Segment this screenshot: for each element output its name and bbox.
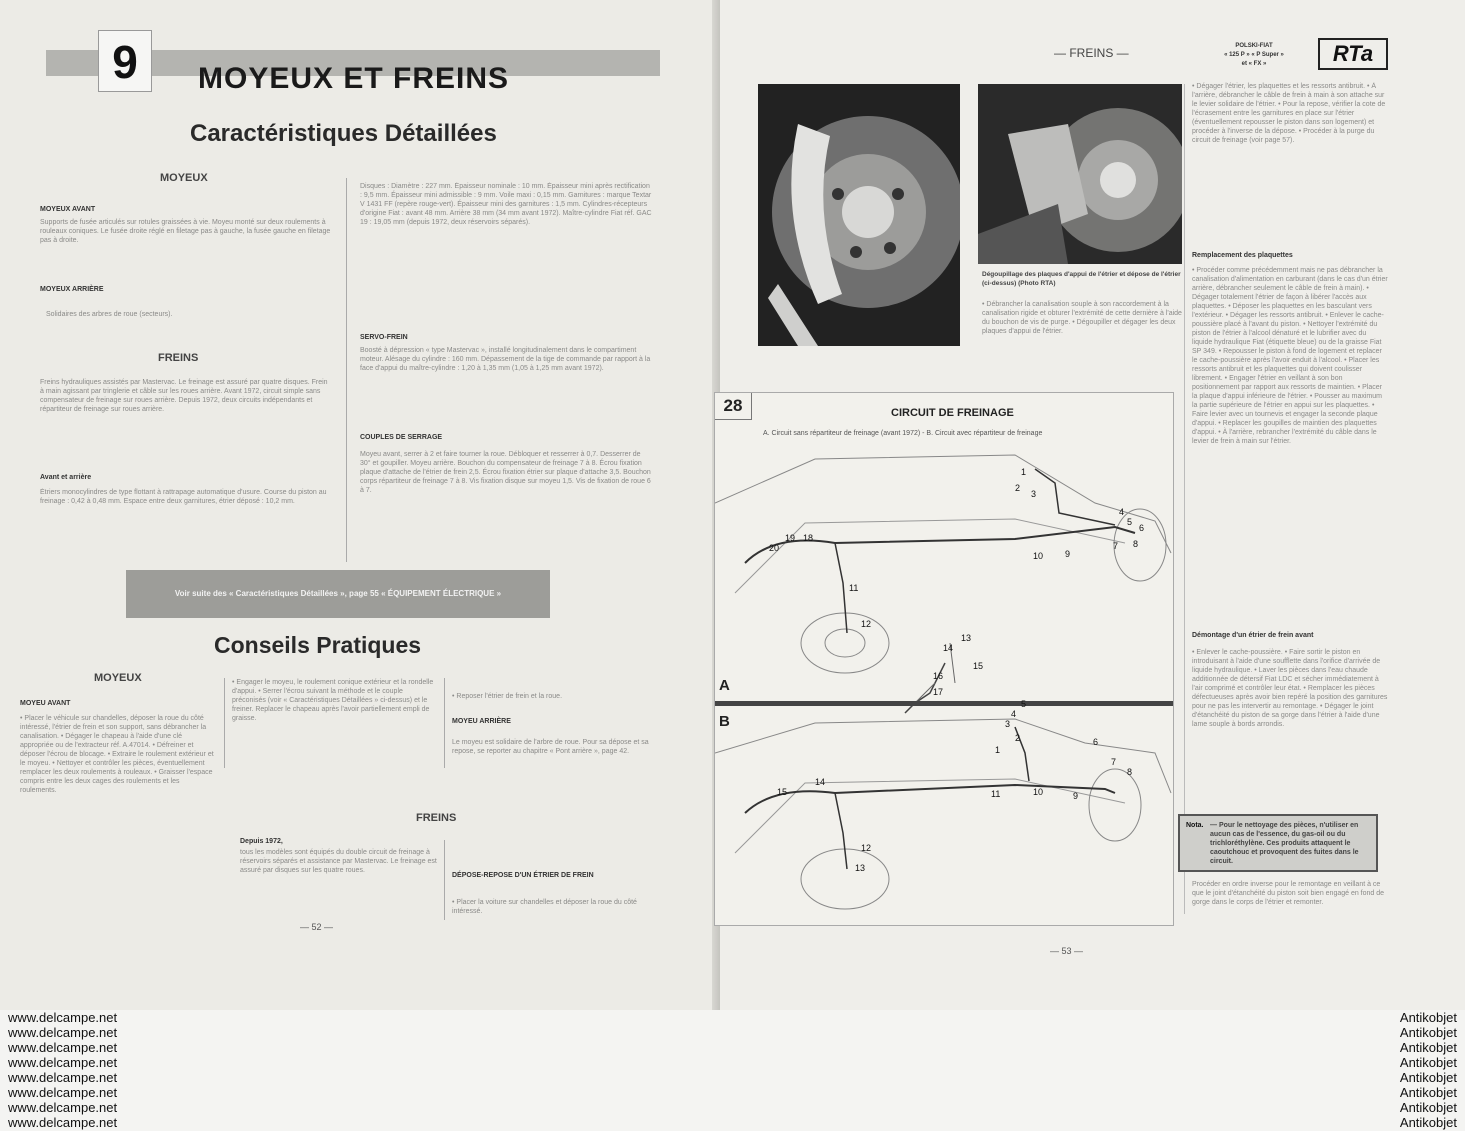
model-line-2: « 125 P » « P Super »: [1224, 52, 1284, 58]
figure-caption: A. Circuit sans répartiteur de freinage (avant 1972) - B. Circuit avec répartiteur de freinage: [763, 430, 1043, 437]
callout-b-12: 12: [861, 843, 872, 853]
running-head: — FREINS —: [1054, 46, 1129, 60]
callout-b-10: 10: [1033, 787, 1044, 797]
callout-a-16: 16: [933, 671, 944, 681]
disques-text: Disques : Diamètre : 227 mm. Épaisseur nominale : 10 mm. Épaisseur mini après rectification : 9,5 mm. Épaisseur mini admissible : 9 mm. Voile maxi : 0,15 mm. Garnitures : marque Textar V 1431 FF (repère rouge-vert). Épaisseur mini des garnitures : 1,5 mm. Cylindres-récepteurs d'origine Fiat : avant 48 mm. Arrière 38 mm (34 mm avant 1972). Maître-cylindre Fiat réf. GAC 19 : 19,05 mm (depuis 1972, deux réservoirs séparés).: [360, 183, 652, 226]
column-divider-3: [444, 678, 445, 768]
couples-label: COUPLES DE SERRAGE: [360, 434, 443, 441]
footer-left-6: www.delcampe.net: [8, 1085, 118, 1100]
depose-text: • Placer la voiture sur chandelles et déposer la roue du côté intéressé.: [452, 899, 637, 915]
callout-b-4: 4: [1011, 709, 1017, 719]
right-column-text-1: • Dégager l'étrier, les plaquettes et les ressorts antibruit. • À l'arrière, débrancher le câble de frein à main à son attache sur le levier solidaire de l'étrier. • Pour la repose, vérifier la cote de l'écrasement entre les garnitures en place sur l'étrier (éventuellement repousser le piston dans son logement) et procéder à l'inverse de la dépose. • Procéder à la purge du circuit de freinage (voir page 57).: [1192, 83, 1386, 144]
moyeu-remontage-text: • Engager le moyeu, le roulement conique extérieur et la rondelle d'appui. • Serrer l'écrou suivant la méthode et le couple préconisés (voir « Caractéristiques Détaillées » ci-dessus) et le freiner. Replacer le chapeau après l'avoir partiellement empli de graisse.: [232, 679, 434, 722]
footer-left-5: www.delcampe.net: [8, 1070, 118, 1085]
depose-label: DÉPOSE-REPOSE D'UN ÉTRIER DE FREIN: [452, 872, 594, 879]
footer-left-7: www.delcampe.net: [8, 1100, 118, 1115]
callout-a-15: 15: [973, 661, 984, 671]
rta-logo: RTa: [1318, 38, 1388, 70]
brake-circuit-figure: [714, 392, 1174, 926]
callout-a-19: 19: [785, 533, 796, 543]
moyeux-avant-label: MOYEUX AVANT: [40, 206, 96, 213]
callout-a-1: 1: [1021, 467, 1027, 477]
callout-a-14: 14: [943, 643, 954, 653]
freins-heading-2: FREINS: [416, 812, 457, 824]
callout-b-5: 5: [1021, 699, 1027, 709]
servo-frein-label: SERVO-FREIN: [360, 334, 408, 341]
note-text: — Pour le nettoyage des pièces, n'utiliser en aucun cas de l'essence, du gas-oil ou du trichloréthylène. Ces produits attaquent le caoutchouc et provoquent des fuites dans le circuit.: [1210, 822, 1359, 865]
footer-right-8: Antikobjet: [1399, 1115, 1457, 1130]
note-label: Nota.: [1186, 822, 1204, 829]
right-page-number: — 53 —: [1050, 946, 1084, 956]
footer-left-2: www.delcampe.net: [8, 1025, 118, 1040]
footer-left-4: www.delcampe.net: [8, 1055, 118, 1070]
footer-right-4: Antikobjet: [1399, 1055, 1457, 1070]
brake-photo-2: [978, 84, 1182, 264]
callout-b-11: 11: [991, 789, 1001, 799]
moyeu-arriere-label: MOYEU ARRIÈRE: [452, 718, 511, 725]
column-divider: [346, 178, 347, 562]
note-box: [1178, 814, 1378, 872]
panel-a-label: A: [719, 677, 730, 694]
callout-a-2: 2: [1015, 483, 1021, 493]
callout-b-8: 8: [1127, 767, 1133, 777]
footer-left-8: www.delcampe.net: [8, 1115, 118, 1130]
callout-a-18: 18: [803, 533, 814, 543]
callout-b-6: 6: [1093, 737, 1099, 747]
footer-right-3: Antikobjet: [1399, 1040, 1457, 1055]
reposer-text: • Reposer l'étrier de frein et la roue.: [452, 693, 563, 700]
footer-right-1: Antikobjet: [1399, 1010, 1457, 1025]
footer-left-1: www.delcampe.net: [8, 1010, 118, 1025]
final-text: Procéder en ordre inverse pour le remontage en veillant à ce que le joint d'étanchéité du piston soit bien engagé en fond de gorge dans le corps de l'étrier et remonter.: [1192, 881, 1385, 906]
column-divider-4: [444, 840, 445, 920]
demontage-text: • Enlever le cache-poussière. • Faire sortir le piston en introduisant à l'aide d'une soufflette dans l'orifice d'arrivée de liquide hydraulique. • Laver les pièces dans l'eau chaude additionnée de détersif Fiat LDC et sécher immédiatement à l'air comprimé et contrôler leur état. • Remplacer les pièces défectueuses après avoir bien repéré la position des garnitures pour ne pas les intervertir au remontage. • Dégager le joint d'étanchéité du piston de sa gorge dans l'étrier à l'aide d'une lame souple à bords arrondis.: [1192, 649, 1388, 728]
callout-a-17: 17: [933, 687, 944, 697]
figure-title: CIRCUIT DE FREINAGE: [891, 407, 1014, 419]
servo-frein-text: Boosté à dépression « type Mastervac », installé longitudinalement dans le compartiment moteur. Alésage du cylindre : 160 mm. Dépassement de la tige de commande par rapport à la face d'appui du maître-cylindre : 1,20 à 1,35 mm (1,05 à 1,25 mm avant 1972).: [360, 347, 651, 372]
footer-right-5: Antikobjet: [1399, 1070, 1457, 1085]
callout-b-9: 9: [1073, 791, 1079, 801]
footer-right-2: Antikobjet: [1399, 1025, 1457, 1040]
callout-a-10: 10: [1033, 551, 1044, 561]
panel-b-label: B: [719, 713, 730, 730]
callout-a-5: 5: [1127, 517, 1133, 527]
callout-a-3: 3: [1031, 489, 1037, 499]
moyeux-avant-text: Supports de fusée articulés sur rotules graissées à vie. Moyeu monté sur deux roulements à rouleaux coniques. Le fusée droite réglé en filetage pas à gauche, la fusée gauche en filetage pas à droite.: [40, 219, 331, 244]
freins-heading: FREINS: [158, 352, 199, 364]
right-column-divider: [1184, 84, 1185, 914]
characteristics-title: Caractéristiques Détaillées: [190, 120, 497, 147]
section-number: 9: [98, 30, 152, 92]
moyeux-arriere-label: MOYEUX ARRIÈRE: [40, 286, 104, 293]
callout-b-7: 7: [1111, 757, 1117, 767]
footer-left-3: www.delcampe.net: [8, 1040, 118, 1055]
callout-b-3: 3: [1005, 719, 1011, 729]
moyeu-avant-text: • Placer le véhicule sur chandelles, déposer la roue du côté intéressé, l'étrier de frein et son support, sans débrancher la canalisation. • Dégager le chapeau à l'aide d'une clé appropriée ou de l'extracteur réf. A.47014. • Défreiner et déposer l'écrou de blocage. • Extraire le roulement extérieur et le moyeu. • Nettoyer et contrôler les pièces, éventuellement remplacer les deux roulements à rouleaux. • Graisser l'espace compris entre les deux cages des roulements et les roulements.: [20, 715, 214, 794]
avant-arriere-text: Étriers monocylindres de type flottant à rattrapage automatique d'usure. Course du piston au freinage : 0,42 à 0,48 mm. Espace entre deux garnitures, étrier déposé : 10,2 mm.: [40, 489, 327, 505]
callout-b-15: 15: [777, 787, 788, 797]
demontage-label: Démontage d'un étrier de frein avant: [1192, 632, 1314, 639]
callout-a-12: 12: [861, 619, 872, 629]
callout-a-6: 6: [1139, 523, 1145, 533]
footer-right-7: Antikobjet: [1399, 1100, 1457, 1115]
freins-text: Freins hydrauliques assistés par Mastervac. Le freinage est assuré par quatre disques. Frein à main agissant par tringlerie et câble sur les roues arrière. Avant 1972, circuit simple sans compensateur de freinage sur roues arrière. Depuis 1972, deux circuits indépendants et répartiteur de freinage sur roues arrière.: [40, 379, 328, 413]
brake-photo-1: [758, 84, 960, 346]
callout-b-1: 1: [995, 745, 1001, 755]
continuation-banner: Voir suite des « Caractéristiques Détaillées », page 55 « ÉQUIPEMENT ÉLECTRIQUE »: [126, 570, 550, 618]
callout-a-8: 8: [1133, 539, 1139, 549]
freins-conseils-text: tous les modèles sont équipés du double circuit de freinage à réservoirs séparés et assistance par Mastervac. Le freinage est assuré par disques sur les quatre roues.: [240, 849, 437, 874]
moyeux-heading-2: MOYEUX: [94, 672, 142, 684]
moyeu-avant-label: MOYEU AVANT: [20, 700, 71, 707]
photo-caption: Dégoupillage des plaques d'appui de l'étrier et dépose de l'étrier (ci-dessus) (Photo RTA): [982, 271, 1181, 287]
moyeux-heading: MOYEUX: [160, 172, 208, 184]
couples-text: Moyeu avant, serrer à 2 et faire tourner la roue. Débloquer et resserrer à 0,7. Desserrer de 30° et goupiller. Moyeu arrière. Bouchon du compensateur de freinage 7 à 8. Écrou fixation plaque d'attache de l'étrier de frein 2,5. Écrou fixation étrier sur plaque d'attache 3,5. Bouchon corps répartiteur de freinage 7 à 8. Vis fixation disque sur moyeu 1,5. Vis de fixation de roue 6 à 7.: [360, 451, 651, 494]
replacement-label: Remplacement des plaquettes: [1192, 252, 1293, 259]
moyeux-arriere-text: Solidaires des arbres de roue (secteurs).: [46, 311, 173, 318]
section-title: MOYEUX ET FREINS: [198, 62, 510, 95]
callout-b-13: 13: [855, 863, 866, 873]
callout-a-9: 9: [1065, 549, 1071, 559]
callout-a-4: 4: [1119, 507, 1125, 517]
callout-a-11: 11: [849, 583, 859, 593]
avant-arriere-label: Avant et arrière: [40, 474, 92, 481]
model-line-3: et « FX »: [1241, 61, 1267, 67]
callout-b-2: 2: [1015, 733, 1021, 743]
photo-steps-text: • Débrancher la canalisation souple à son raccordement à la canalisation rigide et obturer l'extrémité de cette dernière à l'aide du bouchon de vis de purge. • Dégoupiller et dégager les deux plaques d'appui de l'étrier.: [982, 301, 1182, 335]
left-page-number: — 52 —: [300, 922, 334, 932]
replacement-text: • Procéder comme précédemment mais ne pas débrancher la canalisation d'alimentation en carburant (dans le cas d'un étrier arrière, débrancher seulement le câble de frein à main). • Dégager totalement l'étrier de façon à libérer l'accès aux plaquettes. • Déposer les plaquettes en les basculant vers l'extérieur. • Dégager les ressorts antibruit. • Enlever le cache-poussière placé à l'avant du piston. • Nettoyer l'extrémité du piston de l'étrier à l'alcool dénaturé et le lubrifier avec du liquide hydraulique Fiat (étiquette bleue) ou de la graisse Fiat SP 349. • Repousser le piston à fond de logement et replacer le cache-poussière après l'avoir enduit à l'alcool. • Placer les ressorts antibruit et les plaquettes qui doivent coulisser librement. • Engager l'étrier en veillant à son bon positionnement par rapport aux ressorts de maintien. • Placer la plaque d'appui inférieure de l'étrier. • Pousser au maximum la partie supérieure de l'étrier en appui sur les plaquettes. • Faire levier avec un tournevis et engager la seconde plaque d'appui. • Replacer les goupilles de maintien des plaquettes d'appui. • À l'arrière, rebrancher l'extrémité du câble dans le levier de frein à main sur l'étrier.: [1192, 267, 1388, 445]
callout-a-7: 7: [1113, 541, 1119, 551]
figure-number: 28: [715, 393, 752, 420]
conseils-title: Conseils Pratiques: [214, 632, 422, 658]
callout-b-14: 14: [815, 777, 826, 787]
column-divider-2: [224, 678, 225, 768]
brake-circuit-drawing: [715, 393, 1173, 925]
depuis-label: Depuis 1972,: [240, 838, 283, 845]
model-line-1: POLSKI-FIAT: [1235, 43, 1273, 49]
model-block: [1206, 42, 1302, 69]
callout-a-20: 20: [769, 543, 780, 553]
left-page: [0, 0, 720, 1010]
footer-right-6: Antikobjet: [1399, 1085, 1457, 1100]
moyeu-arriere-text: Le moyeu est solidaire de l'arbre de roue. Pour sa dépose et sa repose, se reporter au chapitre « Pont arrière », page 42.: [452, 739, 649, 755]
callout-a-13: 13: [961, 633, 972, 643]
